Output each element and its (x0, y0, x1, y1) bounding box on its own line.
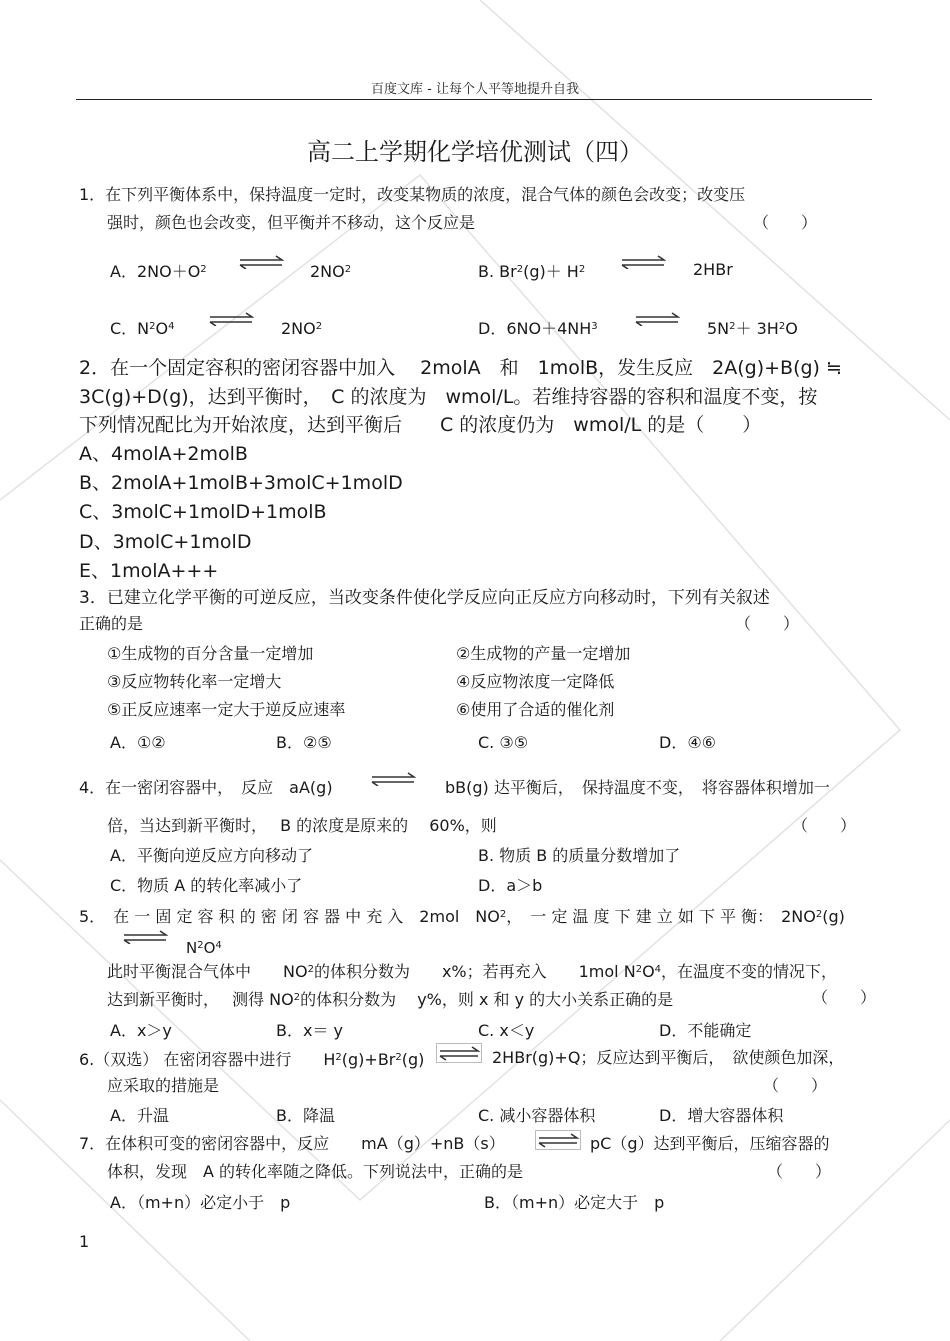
q5-line3: 此时平衡混合气体中 $NO^2$的体积分数为 x%；若再充入 1mol $N^2O^4$，在温度不变的情况下， (107, 962, 838, 981)
q6-line2: 应采取的措施是 (107, 1076, 220, 1095)
q7-line2: 体积，发现 A 的转化率随之降低。下列说法中，正确的是 (107, 1162, 524, 1181)
q5-option-d: D．不能确定 (659, 1021, 752, 1040)
q3-option-a: A．①② (110, 733, 166, 752)
page-title: 高二上学期化学培优测试（四） (307, 138, 643, 166)
q4-option-b: B. 物质 B 的质量分数增加了 (478, 846, 681, 865)
q2-line2: 3C(g)+D(g)，达到平衡时， C 的浓度为 wmol/L。若维持容器的容积和温度不变，按 (79, 386, 818, 408)
q5-option-a: A．x＞y (110, 1021, 172, 1040)
q3-statement-3: ③反应物转化率一定增大 (107, 672, 282, 691)
q3-statement-2: ②生成物的产量一定增加 (456, 644, 631, 663)
q1-option-c: C．$N^2O^4$ (110, 319, 175, 338)
equilibrium-arrow-icon (122, 930, 168, 944)
q6-option-a: A．升温 (110, 1106, 169, 1125)
q5-option-c: C. x＜y (478, 1021, 535, 1040)
q2-option-a: A、4molA+2molB (79, 443, 248, 465)
q3-option-d: D．④⑥ (659, 733, 717, 752)
q2-option-b: B、2molA+1molB+3molC+1molD (79, 472, 403, 494)
equilibrium-arrow-icon (238, 255, 284, 269)
q3-statement-4: ④反应物浓度一定降低 (456, 672, 615, 691)
q2-option-c: C、3molC+1molD+1molB (79, 501, 327, 523)
q3-line2: 正确的是 (79, 614, 144, 633)
q1-line2: 强时，颜色也会改变，但平衡并不移动，这个反应是 (107, 213, 476, 232)
q1-option-b: B. $Br^2(g)+ H^2$ (478, 262, 586, 281)
q5-line1: 5． 在 一 固 定 容 积 的 密 闭 容 器 中 充 入 2mol $NO^2$， 一 定 温 度 下 建 立 如 下 平 衡： $2NO^2(g)$ (79, 907, 845, 926)
q3-option-b: B．②⑤ (276, 733, 332, 752)
q3-statement-1: ①生成物的百分含量一定增加 (107, 644, 314, 663)
q4-line1-part1: 4．在一密闭容器中， 反应 aA(g) (79, 778, 333, 797)
equilibrium-arrow-icon (535, 1130, 581, 1150)
q5-option-b: B．x＝ y (276, 1021, 344, 1040)
header-rule (76, 99, 872, 100)
q4-paren: （ ） (792, 816, 857, 835)
equilibrium-arrow-icon (208, 312, 254, 326)
equilibrium-arrow-icon (620, 255, 666, 269)
q4-line1-part2: bB(g) 达平衡后， 保持温度不变， 将容器体积增加一 (445, 778, 830, 797)
q1-option-d-product: $5N^2+ 3H^2O$ (707, 319, 798, 338)
q1-option-d: D．$6NO+4NH^3$ (478, 319, 598, 338)
page-number: 1 (79, 1232, 90, 1251)
q1-line1: 1．在下列平衡体系中，保持温度一定时，改变某物质的浓度，混合气体的颜色会改变；改变压 (79, 185, 746, 204)
q3-line1: 3．已建立化学平衡的可逆反应，当改变条件使化学反应向正反应方向移动时，下列有关叙述 (79, 588, 770, 608)
q7-line1-part1: 7．在体积可变的密闭容器中，反应 mA（g）+nB（s） (79, 1134, 505, 1153)
q6-line1-part2: 2HBr(g)+Q；反应达到平衡后， 欲使颜色加深， (492, 1048, 845, 1067)
q4-option-a: A．平衡向逆反应方向移动了 (110, 846, 313, 865)
q3-statement-6: ⑥使用了合适的催化剂 (456, 700, 615, 719)
q2-option-d: D、3molC+1molD (79, 531, 252, 553)
q6-line1-part1: 6.（双选） 在密闭容器中进行 $H^2(g)+Br^2(g)$ (79, 1050, 425, 1069)
q4-line2: 倍，当达到新平衡时， B 的浓度是原来的 60%，则 (107, 816, 497, 835)
q3-statement-5: ⑤正反应速率一定大于逆反应速率 (107, 700, 346, 719)
q6-option-b: B．降温 (276, 1106, 335, 1125)
q6-option-c: C. 减小容器体积 (478, 1106, 596, 1125)
q7-option-a: A．（m+n）必定小于 p (110, 1193, 291, 1212)
q7-option-b: B．（m+n）必定大于 p (484, 1193, 665, 1212)
q7-paren: （ ） (767, 1162, 832, 1181)
q2-line1: 2．在一个固定容积的密闭容器中加入 2molA 和 1molB，发生反应 2A(g)+B(g) ≒ (79, 357, 842, 379)
q5-line4: 达到新平衡时， 测得 $NO^2$的体积分数为 y%，则 x 和 y 的大小关系正确的是 (107, 990, 674, 1009)
q5-paren: （ ） (812, 988, 877, 1007)
q7-line1-part2: pC（g）达到平衡后，压缩容器的 (590, 1134, 830, 1153)
equilibrium-arrow-icon (436, 1043, 482, 1063)
q4-option-c: C．物质 A 的转化率减小了 (110, 876, 303, 895)
q1-paren: （ ） (753, 213, 818, 232)
equilibrium-arrow-icon (634, 312, 680, 326)
q2-line3: 下列情况配比为开始浓度，达到平衡后 C 的浓度仍为 wmol/L 的是（ ） (79, 414, 762, 436)
q6-option-d: D．增大容器体积 (659, 1106, 784, 1125)
q6-paren: （ ） (763, 1076, 828, 1095)
q2-option-e: E、1molA+++ (79, 560, 219, 582)
page-header: 百度文库 - 让每个人平等地提升自我 (371, 82, 579, 97)
q4-option-d: D．a＞b (478, 876, 543, 895)
q1-option-a: A．$2NO+O^2$ (110, 262, 207, 281)
q5-product-n2o4: $N^2O^4$ (186, 939, 222, 957)
q3-option-c: C. ③⑤ (478, 733, 529, 752)
equilibrium-arrow-icon (370, 772, 416, 786)
q1-option-a-product: $2NO^2$ (310, 262, 352, 281)
q3-paren: （ ） (735, 614, 800, 633)
q1-option-c-product: $2NO^2$ (281, 319, 323, 338)
q1-option-b-product: 2HBr (693, 260, 733, 279)
